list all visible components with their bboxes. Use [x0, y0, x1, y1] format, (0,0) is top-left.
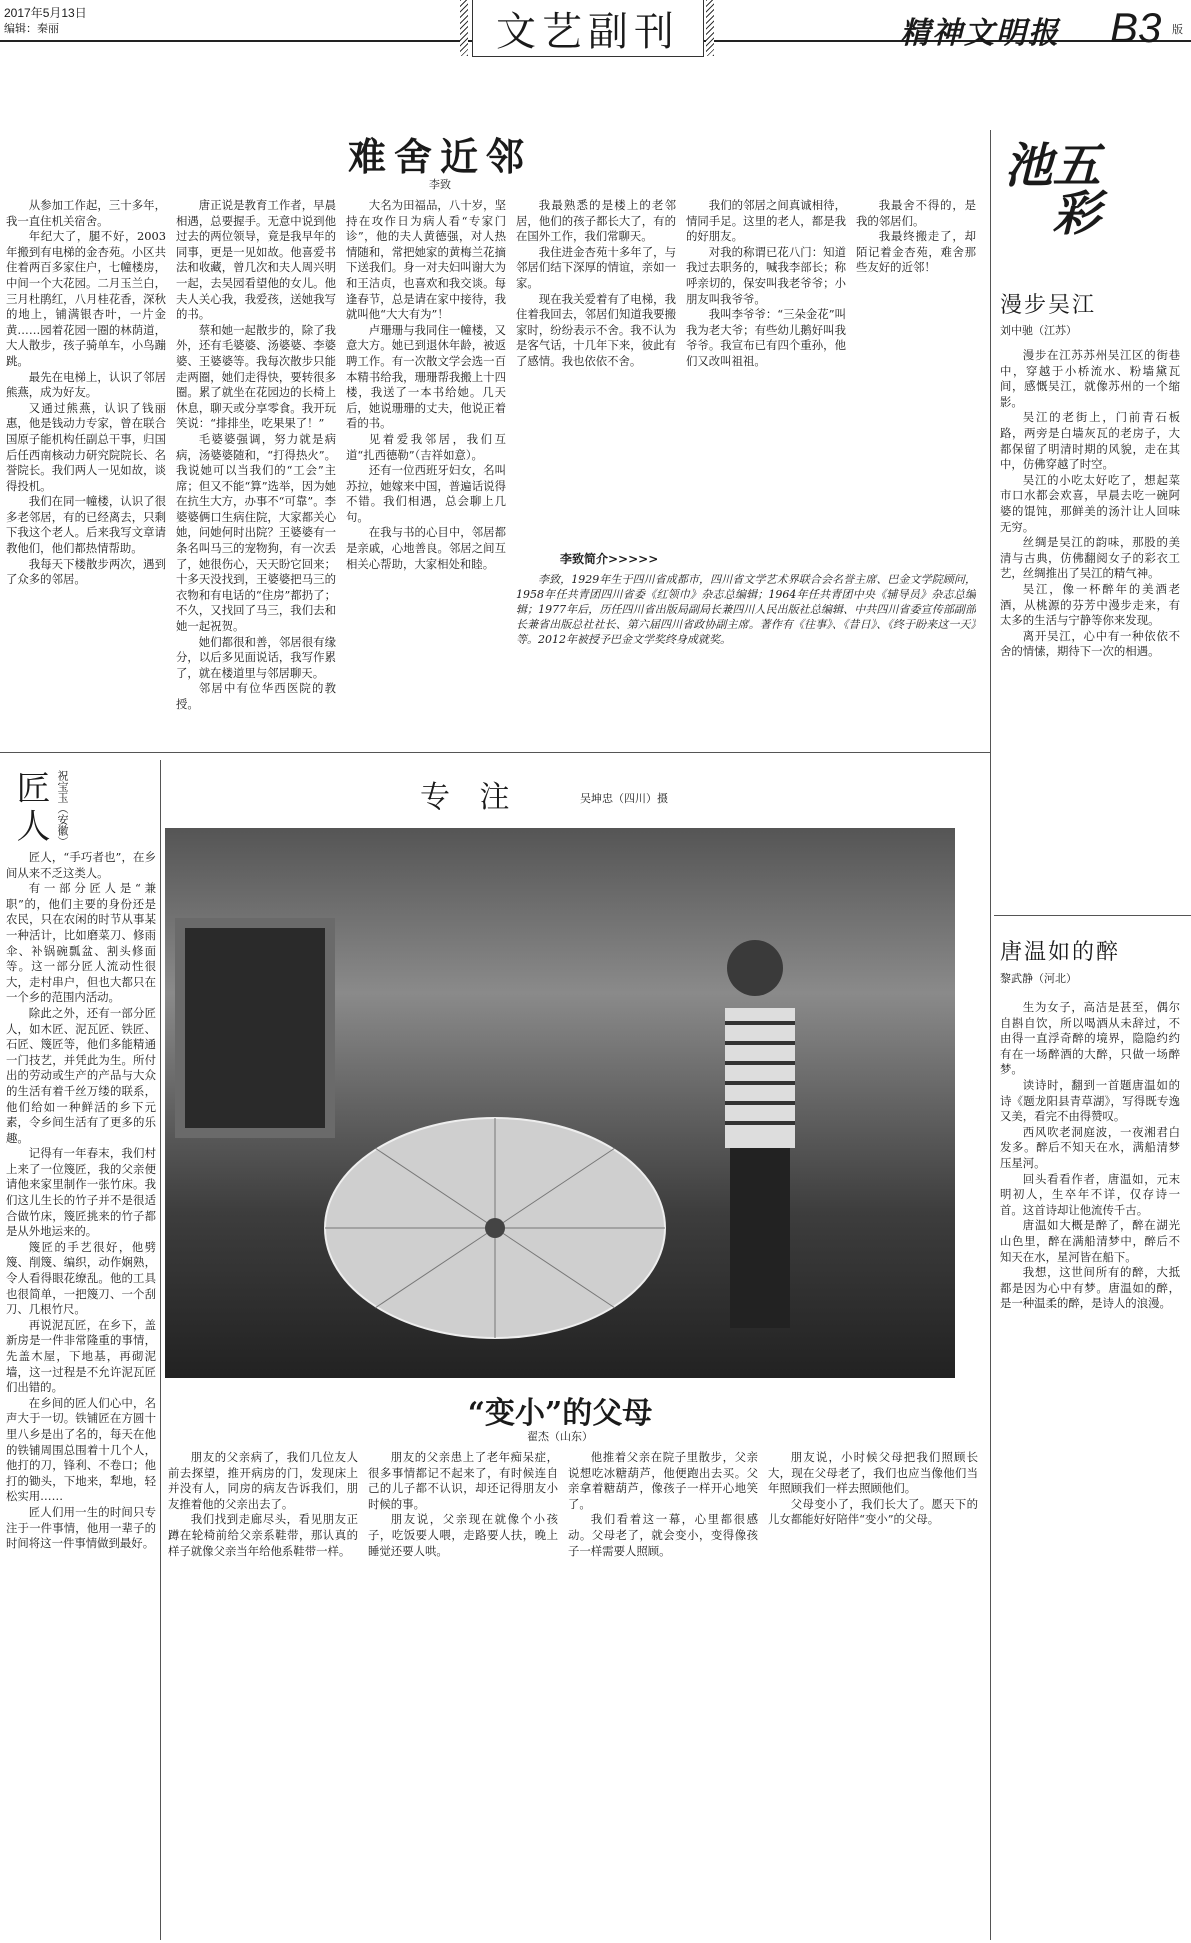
- paragraph: 我住进金杏苑十多年了，与邻居们结下深厚的情谊，亲如一家。: [516, 244, 676, 290]
- paragraph: 在乡间的匠人们心中，名声大于一切。铁铺匠在方圆十里八乡是出了名的，每天在他的铁铺周围总围着十几个人，他打的刀，锋利、不卷口；他打的锄头，下地来，犁地，轻松实用……: [6, 1395, 156, 1504]
- paragraph: 邻居中有位华西医院的教授。: [176, 681, 336, 711]
- parents-column-1: [168, 1450, 358, 1938]
- main-article-column-3: [346, 198, 506, 738]
- section-decoration-left: [460, 0, 468, 56]
- umbrella-icon: [315, 1068, 675, 1368]
- main-article-column-4: [516, 198, 676, 528]
- paragraph: 他推着父亲在院子里散步，父亲说想吃冰糖葫芦，他便跑出去买。父亲拿着糖葫芦，像孩子一样开心地笑了。: [568, 1450, 758, 1511]
- paragraph: 又通过熊燕，认识了钱丽惠，他是钱动力专家，曾在联合国原子能机构任副总干事，归国后任西南核动力研究院院长、名誉院长。我们两人一见如故，谈得投机。: [6, 400, 166, 493]
- paragraph: 朋友的父亲病了，我们几位友人前去探望，推开病房的门，发现床上并没有人，同房的病友告诉我们，朋友推着他的父亲出去了。: [168, 1450, 358, 1511]
- paragraph: 西风吹老洞庭波，一夜湘君白发多。醉后不知天在水，满船清梦压星河。: [1000, 1124, 1180, 1170]
- tang-column: [1000, 1000, 1180, 1930]
- focus-author: 吴坤忠（四川）摄: [580, 792, 668, 805]
- paragraph: 我们看着这一幕，心里都很感动。父母老了，就会变小，变得像孩子一样需要人照顾。: [568, 1512, 758, 1558]
- newspaper-name: 精神文明报: [900, 16, 1060, 51]
- tang-author: 黎武静（河北）: [1000, 972, 1077, 985]
- paragraph: 蔡和她一起散步的，除了我外，还有毛婆婆、汤婆婆、李婆婆、王婆婆等。我每次散步只能走两圈，她们走得快，要转很多圈。累了就坐在花园边的长椅上休息，聊天或分享零食。我开玩笑说：“排排坐，吃果果了！”: [176, 322, 336, 431]
- paragraph: 大名为田福品，八十岁，坚持在攻作日为病人看“专家门诊”，他的夫人黄德强，对人热情随和，常把她家的黄梅兰花摘下送我们。身一对夫妇叫谢大为和王洁贞，也喜欢和我交谈。每逢春节，总是请在家中接待，我就叫他“大大有为”！: [346, 198, 506, 322]
- craftsman-author: 祝宝玉（安徽）: [56, 770, 69, 847]
- paragraph: 还有一位西班牙妇女，名叫苏拉，她嫁来中国，普遍话说得不错。我们相遇，总会聊上几句。: [346, 463, 506, 524]
- paragraph: 毛婆婆强调，努力就是病病，汤婆婆随和，“打得热火”。我说她可以当我们的“工会”主席；但又不能“算”选举，因为她在抗生大方，办事不“可靠”。李婆婆俩口生病住院，大家都关心她，问她何时出院？王婆婆有一条名叫马三的宠物狗，有一次丢了，她很伤心，天天盼它回来；十多天没找到，王婆婆把马三的衣物和有电话的“住房”都扔了；不久，又找回了马三，我们去和她一起祝贺。: [176, 431, 336, 634]
- paragraph: 匠人，“手巧者也”，在乡间从来不乏这类人。: [6, 850, 156, 880]
- paragraph: 再说泥瓦匠，在乡下，盖新房是一件非常隆重的事情，先盖木屋，下地基，再砌泥墙，这一过程是不允许泥瓦匠们出错的。: [6, 1317, 156, 1395]
- paragraph: 匠人们用一生的时间只专注于一件事情，他用一辈子的时间将这一件事情做到最好。: [6, 1504, 156, 1551]
- main-article-title: 难舍近邻: [347, 134, 532, 179]
- page-number: B3: [1110, 4, 1162, 51]
- page-unit: 版: [1172, 23, 1183, 36]
- paragraph: 吴江的小吃太好吃了，想起菜市口水都会欢喜，早晨去吃一碗阿婆的馄饨，那鲜美的汤汁让人回味无穷。: [1000, 472, 1180, 534]
- paragraph: 她们都很和善，邻居很有缘分，以后多见面说话，我写作累了，就在楼道里与邻居聊天。: [176, 634, 336, 680]
- column-divider: [990, 130, 991, 1940]
- person-icon: [685, 908, 835, 1338]
- photo-umbrella-maker: [165, 828, 955, 1378]
- paragraph: 卢珊珊与我同住一幢楼，又意大方。她已到退休年龄，被返聘工作。有一次散文学会选一百本精书给我，珊珊帮我搬上十四楼，我送了一本书给她。几天后，她说珊珊的丈夫，他说正着看的书。: [346, 322, 506, 431]
- main-article-column-1: [6, 198, 166, 738]
- editor-credit: 编辑：秦丽: [4, 23, 59, 35]
- paragraph: 离开吴江，心中有一种依依不舍的情愫，期待下一次的相遇。: [1000, 628, 1180, 659]
- paragraph: 读诗时，翻到一首题唐温如的诗《题龙阳县青草湖》，写得既专逸又美，看完不由得赞叹。: [1000, 1077, 1180, 1124]
- parents-title: “变小”的父母: [467, 1396, 653, 1431]
- paragraph: 丝绸是吴江的韵味，那股的美清与古典，仿佛翻阅女子的彩衣工艺，丝绸推出了吴江的精气神。: [1000, 535, 1180, 581]
- paragraph: 记得有一年春末，我们村上来了一位篾匠，我的父亲便请他来家里制作一张竹床。我们这儿生长的竹子并不是很适合做竹床，篾匠挑来的竹子都是从外地运来的。: [6, 1146, 156, 1239]
- paragraph: 漫步在江苏苏州吴江区的街巷中，穿越于小桥流水、粉墙黛瓦间，感慨吴江，就像苏州的一个缩影。: [1000, 348, 1180, 409]
- paragraph: 除此之外，还有一部分匠人，如木匠、泥瓦匠、铁匠、石匠、篾匠等，他们多能精通一门技艺，并凭此为生。所付出的劳动或生产的产品与大众的生活有着千丝万缕的联系，他们给如一种鲜活的乡下元素，令乡间生活有了更多的乐趣。: [6, 1005, 156, 1145]
- craftsman-title: 匠人: [10, 770, 50, 846]
- paragraph: 朋友的父亲患上了老年痴呆症，很多事情都记不起来了，有时候连自己的儿子都不认识，却还记得朋友小时候的事。: [368, 1450, 558, 1511]
- wujiang-title: 漫步吴江: [1000, 293, 1097, 318]
- column-logo-text: 五彩池: [996, 140, 1100, 236]
- paragraph: 我想，这世间所有的醉，大抵都是因为心中有梦。唐温如的醉，是一种温柔的醉，是诗人的浪漫。: [1000, 1265, 1180, 1311]
- parents-column-3: [568, 1450, 758, 1938]
- column-logo: [996, 140, 1100, 260]
- paragraph: 我每天下楼散步两次，遇到了众多的邻居。: [6, 556, 166, 587]
- tang-title: 唐温如的醉: [1000, 940, 1121, 965]
- paragraph: 生为女子，高洁是甚至，偶尔自斟自饮，所以喝酒从未辞过，不由得一直浮奇醉的境界，隐隐约约有在一场醉酒的大醉，只做一场醉梦。: [1000, 1000, 1180, 1077]
- paragraph: 最先在电梯上，认识了邻居熊燕，成为好友。: [6, 369, 166, 400]
- paragraph: 父母变小了，我们长大了。愿天下的儿女都能好好陪伴“变小”的父母。: [768, 1496, 978, 1527]
- paragraph: 我叫李爷爷：“三朵金花”叫我为老大爷；有些幼儿鹅好叫我爷爷。我宣布已有四个重孙，他们又改叫祖祖。: [686, 307, 846, 368]
- issue-date: 2017年5月13日: [4, 6, 87, 20]
- paragraph: 我们在同一幢楼，认识了很多老邻居，有的已经离去，只剩下我这个老人。后来我写文章请教他们，他们都热情帮助。: [6, 494, 166, 556]
- intro-text: 李致，1929年生于四川省成都市，四川省文学艺术界联合会名誉主席、巴金文学院顾问，1958年任共青团四川省委《红领巾》杂志总编辑；1964年任共青团中央《辅导员》杂志总编辑；1977年后，历任四川省出版局副局长兼四川人民出版社总编辑、中共四川省委宣传部副部长兼省出版总社社长、第六届四川省政协副主席。著作有《往事》、《昔日》、《终于盼来这一天》等。2012年被授予巴金文学奖终身成就奖。: [516, 573, 976, 646]
- paragraph: 对我的称谓已花八门：知道我过去职务的，喊我李部长；称呼亲切的，保安叫我老爷爷；小朋友叫我爷爷。: [686, 244, 846, 306]
- paragraph: 见着爱我邻居，我们互道“扎西德勒”（吉祥如意）。: [346, 431, 506, 462]
- paragraph: 朋友说，小时候父母把我们照顾长大，现在父母老了，我们也应当像他们当年照顾我们一样去照顾他们。: [768, 1450, 978, 1496]
- main-article-author: 李致: [429, 178, 451, 191]
- paragraph: 我们找到走廊尽头，看见朋友正蹲在轮椅前给父亲系鞋带，那认真的样子就像父亲当年给他系鞋带一样。: [168, 1512, 358, 1558]
- parents-author: 翟杰（山东）: [527, 1430, 593, 1443]
- parents-column-4: [768, 1450, 978, 1938]
- focus-title: 专 注: [420, 780, 520, 815]
- paragraph: 现在我关爱着有了电梯，我住着我回去，邻居们知道我要搬家时，纷纷表示不舍。我不认为是客气话，十几年下来，彼此有了感情。我也依依不舍。: [516, 291, 676, 368]
- paragraph: 在我与书的心目中，邻居都是亲戚，心地善良。邻居之间互相关心帮助，大家相处和睦。: [346, 525, 506, 571]
- paragraph: 吴江的老街上，门前青石板路，两旁是白墙灰瓦的老房子，大都保留了明清时期的风貌，走在其中，仿佛穿越了时空。: [1000, 410, 1180, 472]
- column-divider: [160, 760, 161, 1940]
- paragraph: 朋友说，父亲现在就像个小孩子，吃饭要人喂，走路要人扶，晚上睡觉还要人哄。: [368, 1512, 558, 1558]
- wujiang-author: 刘中驰（江苏）: [1000, 324, 1077, 337]
- intro-heading: 李致简介>>>>>: [560, 552, 659, 566]
- paragraph: 从参加工作起，三十多年，我一直住机关宿舍。: [6, 198, 166, 228]
- paragraph: 唐温如大概是醉了，醉在湖光山色里，醉在满船清梦中，醉后不知天在水，星河皆在船下。: [1000, 1218, 1180, 1264]
- paragraph: 回头看看作者，唐温如，元末明初人，生卒年不详，仅存诗一首。这首诗却让他流传千古。: [1000, 1171, 1180, 1217]
- parents-column-2: [368, 1450, 558, 1938]
- craftsman-column: [6, 850, 156, 1935]
- paragraph: 我们的邻居之间真诚相待，情同手足。这里的老人，都是我的好朋友。: [686, 198, 846, 244]
- main-article-column-5: [686, 198, 846, 528]
- divider: [0, 752, 990, 753]
- paragraph: 我最熟悉的是楼上的老邻居，他们的孩子都长大了，有的在国外工作，我们常聊天。: [516, 198, 676, 244]
- main-article-column-6: [856, 198, 976, 618]
- divider: [994, 915, 1191, 916]
- paragraph: 唐正说是教育工作者，早晨相遇，总要握手。无意中说到他过去的两位领导，竟是我早年的同事，更是一见如故。他喜爱书法和收藏，曾几次和夫人周兴明一起，去吴园看望他的女儿。他夫人关心我，我爱孩，送她我写的书。: [176, 198, 336, 322]
- paragraph: 年纪大了，腿不好，2003年搬到有电梯的金杏苑。小区共住着两百多家住户，七幢楼房，中间一个大花园。二月玉兰白，三月杜鹃红，八月桂花香，深秋的地上，铺满银杏叶，一片金黄……园着花园一圈的林荫道，大人散步，孩子骑单车，小鸟蹦跳。: [6, 229, 166, 368]
- paragraph: 我最舍不得的，是我的邻居们。: [856, 198, 976, 228]
- section-decoration-right: [706, 0, 714, 56]
- paragraph: 篾匠的手艺很好，他劈篾、削篾、编织，动作娴熟，令人看得眼花缭乱。他的工具也很简单，一把篾刀、一个刮刀、几根竹尺。: [6, 1239, 156, 1317]
- paragraph: 吴江，像一杯醉年的美酒老酒，从桃源的芬芳中漫步走来，有太多的生活与宁静等你来发现。: [1000, 581, 1180, 628]
- paragraph: 我最终搬走了，却陌记着金杏苑，难舍那些友好的近邻！: [856, 229, 976, 275]
- photo-window: [175, 918, 335, 1138]
- main-article-column-2: [176, 198, 336, 738]
- paragraph: 有一部分匠人是“兼职”的，他们主要的身份还是农民，只在农闲的时节从事某一种活计，比如磨菜刀、修雨伞、补锅碗瓢盆、割头修面等。这一部分匠人流动性很大，走村串户，但也大都只在一个乡的范围内活动。: [6, 881, 156, 1005]
- wujiang-column: [1000, 348, 1180, 878]
- section-title: 文艺副刊: [472, 0, 704, 57]
